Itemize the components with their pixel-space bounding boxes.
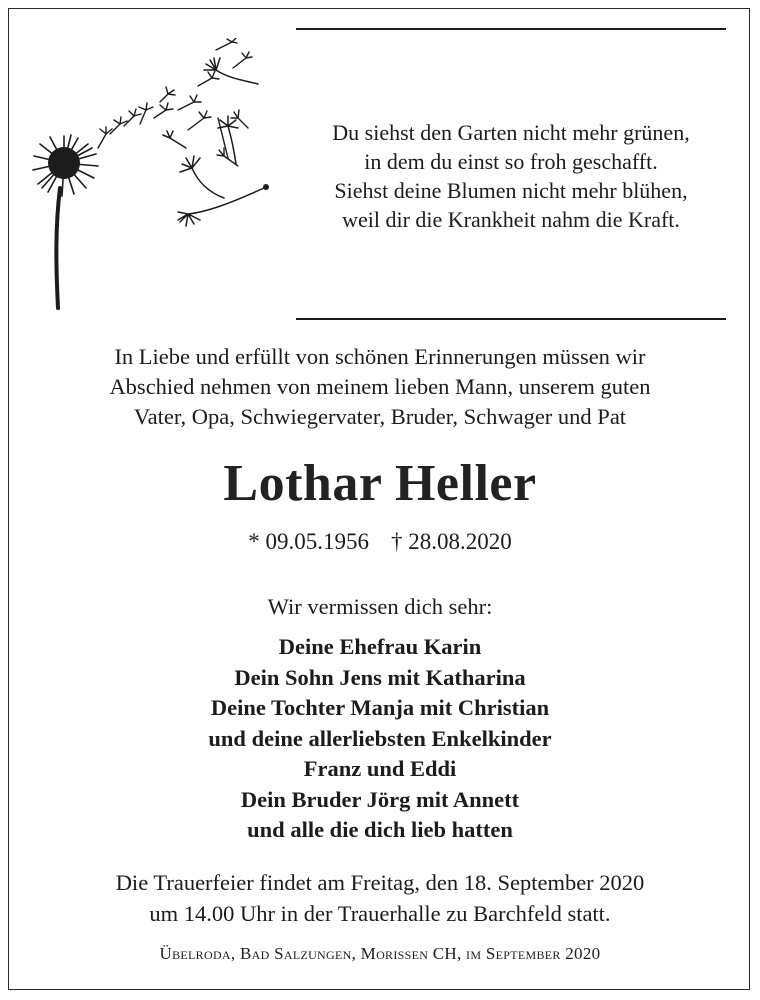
mourner-line: Deine Tochter Manja mit Christian	[210, 695, 550, 720]
intro-text	[20, 342, 740, 432]
mourner-line: Deine Ehefrau Karin	[278, 634, 482, 659]
funeral-line: um 14.00 Uhr in der Trauerhalle zu Barchfeld statt.	[149, 900, 611, 926]
bottom-divider-line	[296, 318, 726, 320]
funeral-line: Die Trauerfeier findet am Freitag, den 18. September 2020	[115, 870, 645, 895]
birth-date: * 09.05.1956	[248, 529, 369, 554]
poem-line: Siehst deine Blumen nicht mehr blühen,	[334, 178, 688, 203]
poem-line: weil dir die Krankheit nahm die Kraft.	[342, 207, 680, 232]
mourners-list	[0, 632, 760, 846]
deceased-name: Lothar Heller	[223, 455, 537, 512]
mourner-line: Dein Bruder Jörg mit Annett	[240, 786, 520, 812]
missing-line: Wir vermissen dich sehr:	[267, 594, 493, 619]
intro-line: Abschied nehmen von meinem lieben Mann, unserem guten	[109, 374, 651, 399]
poem-line: in dem du einst so froh geschafft.	[364, 149, 658, 174]
funeral-notice	[0, 868, 760, 929]
life-dates	[0, 527, 760, 557]
poem-line: Du siehst den Garten nicht mehr grünen,	[332, 120, 690, 145]
death-date: † 28.08.2020	[391, 529, 512, 554]
intro-line: Vater, Opa, Schwiegervater, Bruder, Schwager und Pat	[133, 404, 627, 429]
mourner-line: Dein Sohn Jens mit Katharina	[234, 664, 526, 690]
intro-line: In Liebe und erfüllt von schönen Erinnerungen müssen wir	[114, 344, 646, 369]
mourner-line: und alle die dich lieb hatten	[247, 817, 513, 842]
mourner-line: und deine allerliebsten Enkelkinder	[208, 725, 552, 751]
places-and-date: Übelroda, Bad Salzungen, Morissen CH, im September 2020	[159, 944, 601, 963]
top-divider-line	[296, 28, 726, 30]
poem	[296, 118, 726, 234]
mourner-line: Franz und Eddi	[303, 756, 457, 781]
dandelion-illustration	[28, 38, 278, 313]
